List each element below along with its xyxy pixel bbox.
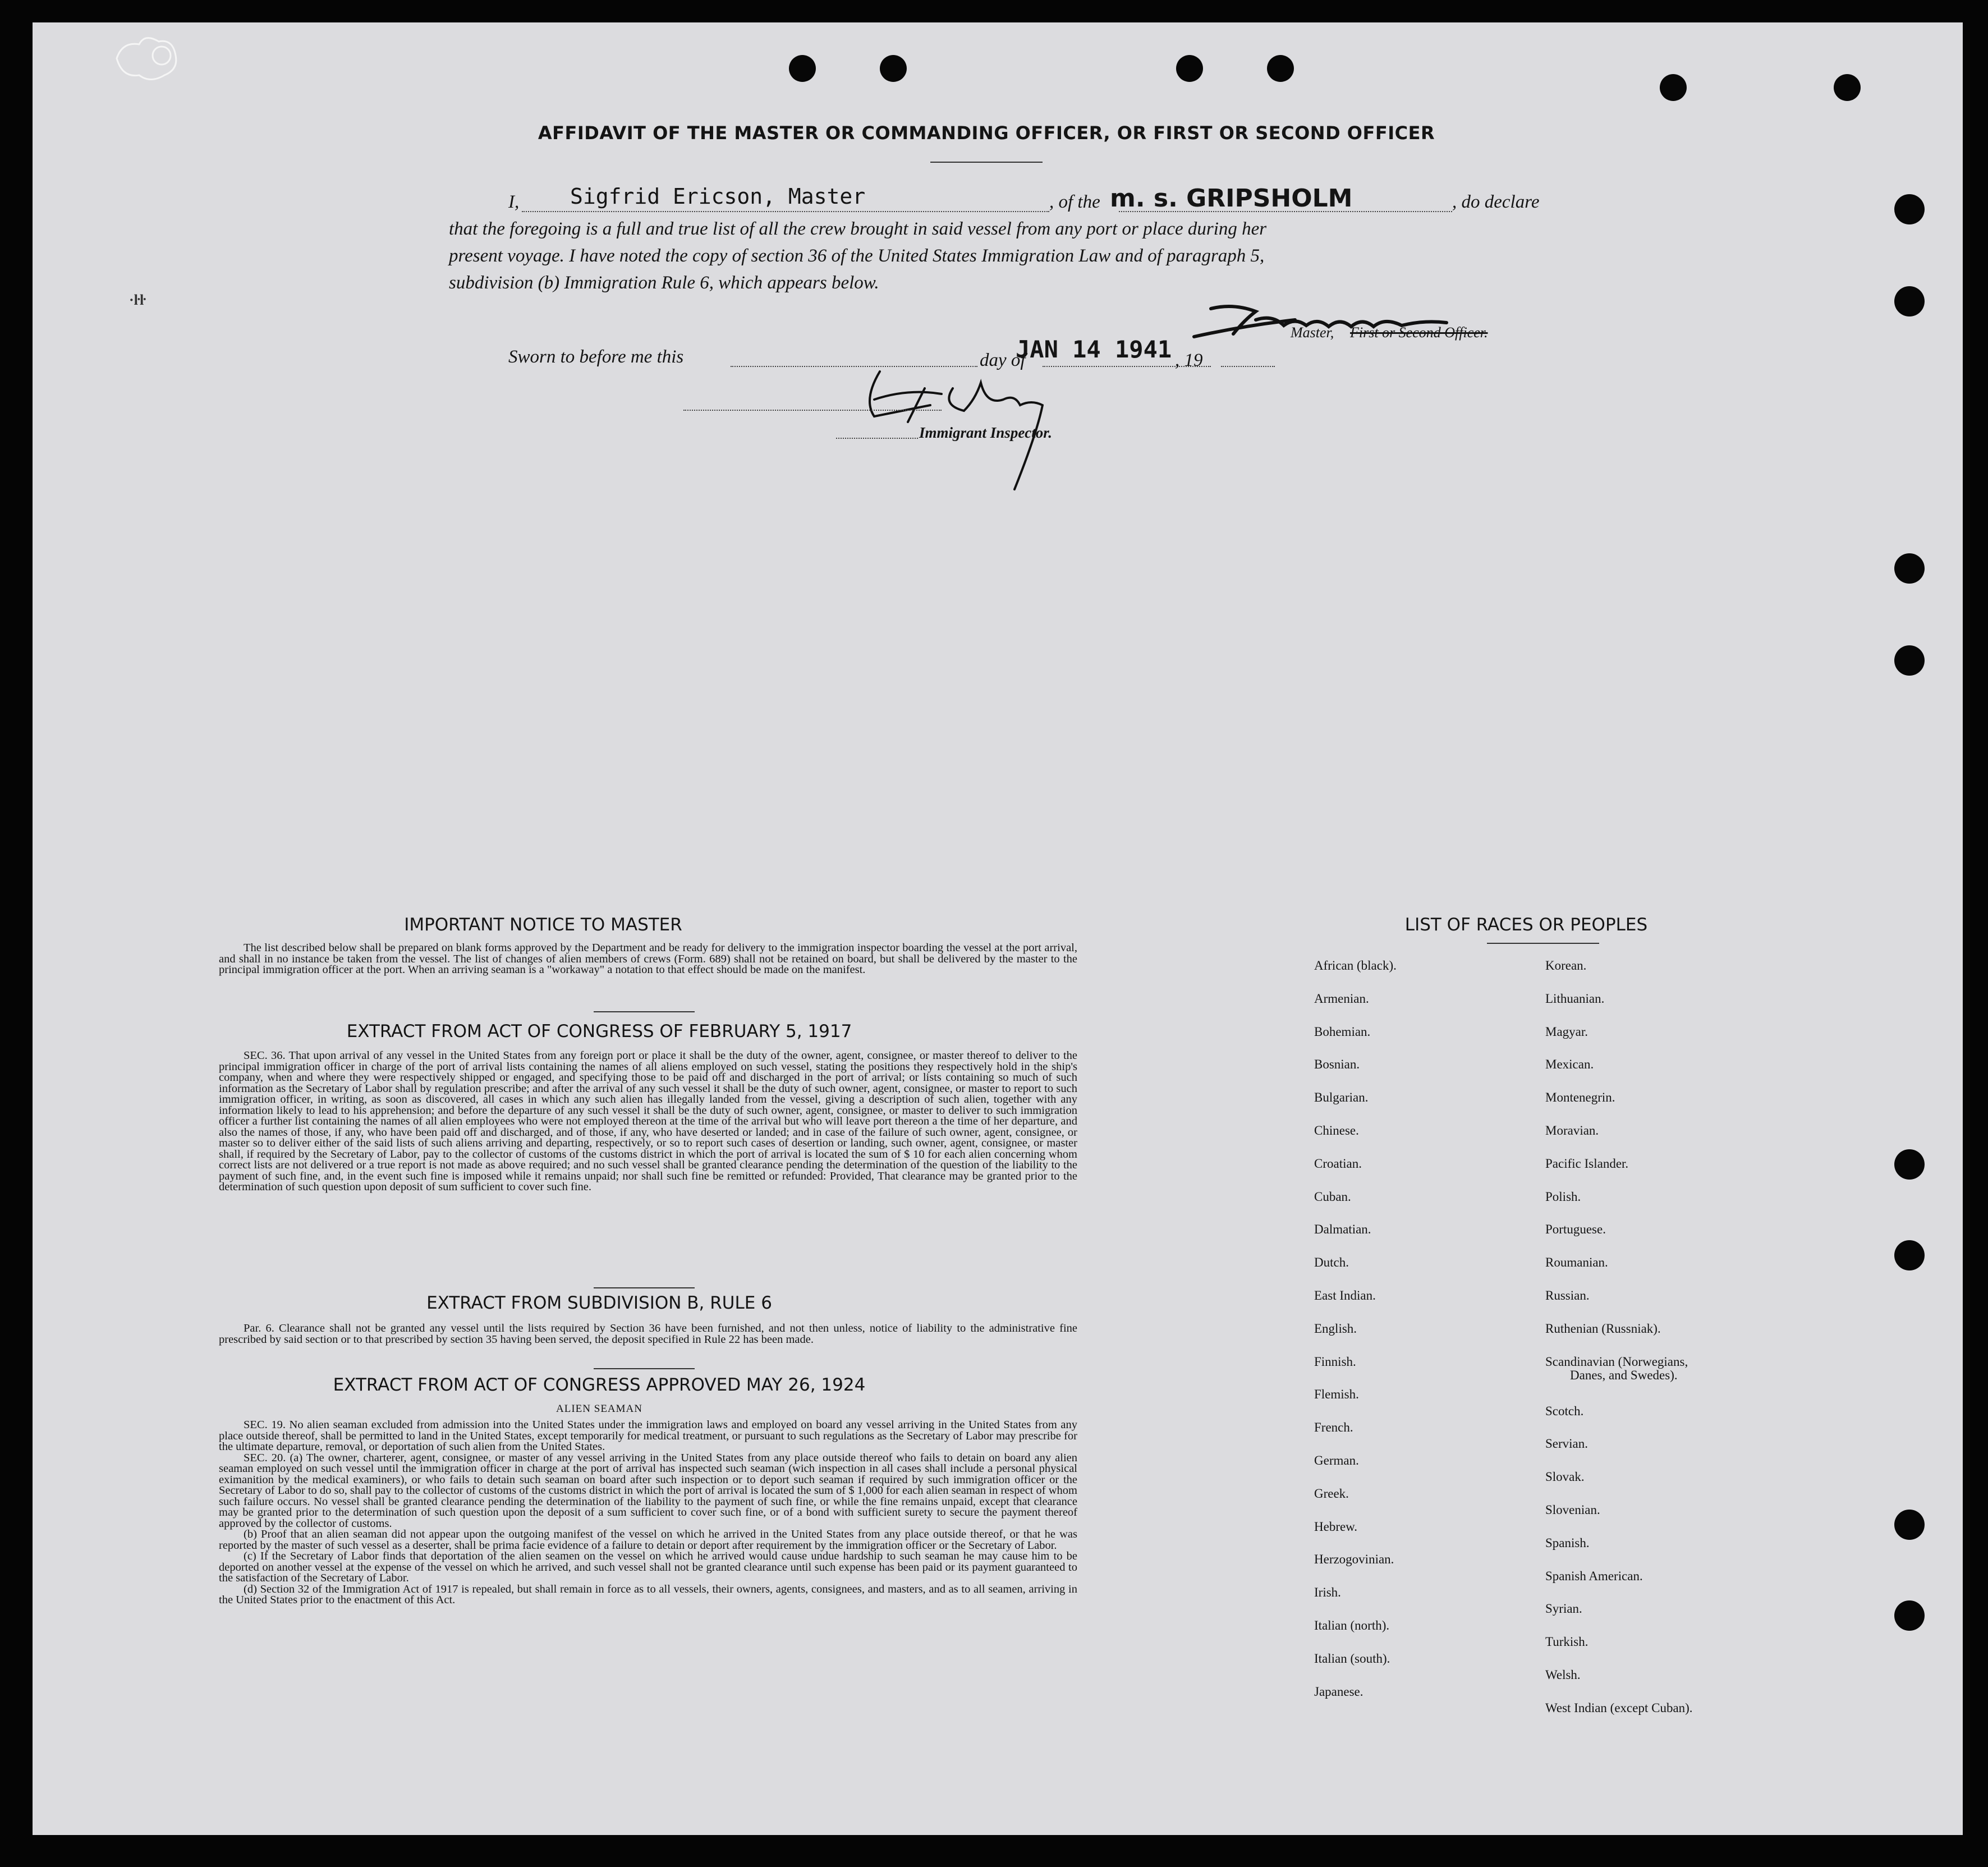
race-item: Danes, and Swedes). — [1570, 1368, 1678, 1382]
punch-hole — [1894, 553, 1925, 584]
extract3-text — [219, 1420, 1077, 1606]
date-stamp: JAN 14 1941 — [1016, 336, 1172, 363]
race-item: Dalmatian. — [1314, 1222, 1371, 1237]
day-of-label: day of — [980, 350, 1026, 370]
punch-hole — [1894, 286, 1925, 316]
race-item: Spanish American. — [1545, 1568, 1643, 1583]
sworn-label: Sworn to before me this — [508, 347, 684, 367]
race-item: Flemish. — [1314, 1387, 1359, 1402]
race-item: African (black). — [1314, 958, 1397, 973]
i-label: I, — [508, 192, 520, 212]
race-item: German. — [1314, 1453, 1359, 1467]
race-item: East Indian. — [1314, 1288, 1376, 1302]
struck-caption: First or Second Officer. — [1350, 324, 1488, 341]
race-item: Cuban. — [1314, 1189, 1351, 1204]
extract2-text: Par. 6. Clearance shall not be granted any vessel until the lists required by Section 36 have been furnished, and not then unless, notice of liability to the administrative fine prescribed by said section or to that prescribed by section 35 having been served, the deposit specified in Rule 22 has been made. — [219, 1322, 1077, 1346]
extract3-paragraph: (d) Section 32 of the Immigration Act of 1917 is repealed, but shall remain in force as to all vessels, their owners, agents, consignees, and masters, and as to all seamen, arriving in the United States prior to the enactment of this Act. — [219, 1582, 1077, 1606]
race-item: Slovak. — [1545, 1470, 1585, 1484]
affidavit-line: subdivision (b) Immigration Rule 6, which appears below. — [449, 273, 879, 293]
notice-title: IMPORTANT NOTICE TO MASTER — [404, 915, 682, 935]
race-item: Italian (south). — [1314, 1651, 1390, 1666]
affidavit-line: present voyage. I have noted the copy of section 36 of the United States Immigration Law and of paragraph 5, — [449, 246, 1265, 266]
punch-hole — [1894, 1600, 1925, 1631]
divider — [930, 162, 1043, 163]
extract3-paragraph: SEC. 20. (a) The owner, charterer, agent, consignee, or master of any vessel arriving in the United States from any place outside thereof who fails to detain on board any alien seaman employed on such vessel until the immigration officer in charge at the port of arrival has inspected such seaman (wich inspection in all cases shall include a personal physical eximanition by the medical examiners), or who fails to detain such seaman on board after such inspection or to deport such seaman if required by such immigration officer or the Secretary of Labor to do so, shall pay to the collector of customs of the customs district in which the port of arrival is located the sum of $ 1,000 for each alien seaman in respect of whom such failure occurs. No vessel shall be granted clearance pending the determination of the liability to the payment of such fine, or while the fine remains unpaid, except that clearance may be granted prior to the determination of such question upon the deposit of a sum sufficient to cover such fine, or of a bond with sufficient surety to secure the payment thereof approved by the collector of customs. — [219, 1451, 1077, 1530]
divider — [594, 1368, 695, 1369]
year-field-line — [1221, 366, 1275, 367]
race-item: Lithuanian. — [1545, 991, 1605, 1006]
divider — [1487, 943, 1599, 944]
race-item: Russian. — [1545, 1288, 1590, 1302]
race-item: Magyar. — [1545, 1024, 1588, 1039]
extract3-subheading: ALIEN SEAMAN — [556, 1403, 642, 1415]
race-item: Scandinavian (Norwegians, — [1545, 1354, 1688, 1369]
divider — [594, 1287, 695, 1288]
of-the-label: , of the — [1049, 192, 1100, 212]
race-item: English. — [1314, 1321, 1357, 1336]
race-item: Montenegrin. — [1545, 1090, 1615, 1105]
divider — [594, 1011, 695, 1012]
notice-text: The list described below shall be prepared on blank forms approved by the Department and be ready for delivery to the immigration inspector boarding the vessel at the port arrival, and shall in no instance be taken from the vessel. The list of changes of alien members of crews (Form. 689) shall not be retained on board, but shall be delivered by the master to the principal immigration officer at the port. When an arriving seaman is a "workaway" a notation to that effect should be made on the manifest. — [219, 942, 1077, 976]
affidavit-title: AFFIDAVIT OF THE MASTER OR COMMANDING OFFICER, OR FIRST OR SECOND OFFICER — [538, 122, 1435, 144]
extract1-title: EXTRACT FROM ACT OF CONGRESS OF FEBRUARY 5, 1917 — [346, 1021, 852, 1042]
stamp-mark — [111, 30, 184, 86]
race-item: Irish. — [1314, 1585, 1341, 1600]
race-item: Bohemian. — [1314, 1024, 1371, 1039]
punch-hole — [1894, 1510, 1925, 1540]
race-item: Greek. — [1314, 1486, 1349, 1501]
extract3-title: EXTRACT FROM ACT OF CONGRESS APPROVED MAY 26, 1924 — [333, 1375, 866, 1395]
master-caption: Master, — [1291, 324, 1334, 341]
extract3-paragraph: (b) Proof that an alien seaman did not appear upon the outgoing manifest of the vessel on which he arrived in the United States from any place outside thereof, or that he was reported by the master of such vessel as a deserter, shall be prima facie evidence of a failure to detain or deport after requirement by the immigration officer or the Secretary of Labor. — [219, 1528, 1077, 1552]
punch-hole — [1894, 194, 1925, 224]
race-item: Pacific Islander. — [1545, 1156, 1629, 1171]
race-item: Welsh. — [1545, 1668, 1581, 1682]
race-item: Mexican. — [1545, 1057, 1594, 1072]
punch-hole — [1894, 1240, 1925, 1270]
race-item: Italian (north). — [1314, 1618, 1390, 1632]
punch-hole — [789, 55, 816, 82]
name-field-line — [522, 211, 1049, 212]
race-item: Servian. — [1545, 1437, 1588, 1451]
race-item: French. — [1314, 1420, 1353, 1435]
year-prefix: , 19 — [1175, 350, 1203, 370]
punch-hole — [1660, 74, 1687, 101]
inspector-field-line — [683, 410, 942, 411]
race-item: Korean. — [1545, 958, 1587, 973]
master-name: Sigfrid Ericson, Master — [570, 184, 866, 209]
race-item: Dutch. — [1314, 1255, 1349, 1270]
extract1-text: SEC. 36. That upon arrival of any vessel in the United States from any foreign port or place it shall be the duty of the owner, agent, consignee, or master thereof to deliver to the principal immigration officer in charge of the port of arrival lists containing the names of all aliens employed on such vessel, stating the positions they respectively hold in the ship's company, when and where they were respectively shipped or engaged, and specifying those to be paid off and discharged in the port of arrival; or lists containing so much of such information as the Secretary of Labor shall by regulation prescribe; and after the arrival of any such vessel it shall be the duty of such owner, agent, consignee, or master to report to such immigration officer, in writing, as soon as discovered, all cases in which any such alien has illegally landed from the vessel, giving a description of such alien, together with any information likely to lead to his apprehension; and before the departure of any such vessel it shall be the duty of such owner, agent, consignee, or master to deliver to such immigration officer a further list containing the names of all alien employees who were not employed thereon at the time of the arrival but who will leave port thereon a the time of her departure, and also the names of those, if any, who have been paid off and discharged, and of those, if any, who have deserted or landed; and in case of the failure of such owner, agent, consignee, or master so to deliver either of the said lists of such aliens arriving and departing, respectively, or so to report such cases of desertion or landing, such owner, agent, consignee, or master shall, if required by the Secretary of Labor, pay to the collector of customs of the customs district in which the port of arrival is located the sum of $ 10 for each alien concerning whom correct lists are not delivered or a true report is not made as above required; and no such vessel shall be granted clearance pending the determination of the question of the liability to the payment of such fine, and, in the event such fine is imposed while it remains unpaid; nor shall such fine be remitted or refunded: Provided, That clearance may be granted prior to the determination of such question upon deposit of sum sufficient to cover such fine. — [219, 1049, 1077, 1193]
inspector-caption-line — [836, 438, 918, 439]
punch-hole — [880, 55, 907, 82]
punch-hole — [1834, 74, 1861, 101]
race-item: Bulgarian. — [1314, 1090, 1369, 1105]
punch-hole — [1894, 1149, 1925, 1180]
race-item: Portuguese. — [1545, 1222, 1606, 1237]
race-item: Ruthenian (Russniak). — [1545, 1321, 1661, 1336]
punch-hole — [1176, 55, 1203, 82]
race-item: Roumanian. — [1545, 1255, 1608, 1270]
inspector-caption: Immigrant Inspector. — [919, 424, 1053, 441]
race-item: Scotch. — [1545, 1403, 1584, 1418]
do-declare-label: , do declare — [1452, 192, 1540, 212]
races-title: LIST OF RACES OR PEOPLES — [1404, 915, 1648, 935]
race-item: Spanish. — [1545, 1535, 1590, 1550]
margin-mark: ·ŀŀ — [129, 292, 146, 308]
vessel-name: m. s. GRIPSHOLM — [1110, 184, 1353, 213]
race-item: Croatian. — [1314, 1156, 1362, 1171]
race-item: Herzogovinian. — [1314, 1552, 1394, 1567]
race-item: Syrian. — [1545, 1602, 1582, 1616]
race-item: Chinese. — [1314, 1123, 1359, 1137]
race-item: Polish. — [1545, 1189, 1581, 1204]
extract2-title: EXTRACT FROM SUBDIVISION B, RULE 6 — [426, 1293, 772, 1313]
race-item: Hebrew. — [1314, 1519, 1358, 1534]
race-item: Turkish. — [1545, 1635, 1588, 1649]
race-item: West Indian (except Cuban). — [1545, 1700, 1693, 1715]
race-item: Japanese. — [1314, 1684, 1363, 1699]
race-item: Armenian. — [1314, 991, 1369, 1006]
document-page — [33, 22, 1963, 1835]
race-item: Bosnian. — [1314, 1057, 1360, 1072]
extract3-paragraph: SEC. 19. No alien seaman excluded from admission into the United States under the immigration laws and employed on board any vessel arriving in the United States from any place outside thereof, shall be permitted to land in the United States, except temporarily for medical treatment, or pursuant to such regulations as the Secretary of Labor may prescribe for the ultimate departure, removal, or deportation of such alien from the United States. — [219, 1419, 1077, 1453]
race-item: Finnish. — [1314, 1354, 1356, 1369]
affidavit-line: that the foregoing is a full and true list of all the crew brought in said vessel from any port or place during her — [449, 219, 1267, 239]
race-item: Slovenian. — [1545, 1503, 1600, 1517]
race-item: Moravian. — [1545, 1123, 1599, 1137]
punch-hole — [1894, 645, 1925, 676]
punch-hole — [1267, 55, 1294, 82]
extract3-paragraph: (c) If the Secretary of Labor finds that deportation of the alien seamen on the vessel on which he arrived would cause undue hardship to such seaman he may cause him to be deported on another vessel at the expense of the vessel on which he arrived, and such vessel shall not be granted clearance until such expense has been paid or its payment guaranteed to the satisfaction of the Secretary of Labor. — [219, 1550, 1077, 1584]
